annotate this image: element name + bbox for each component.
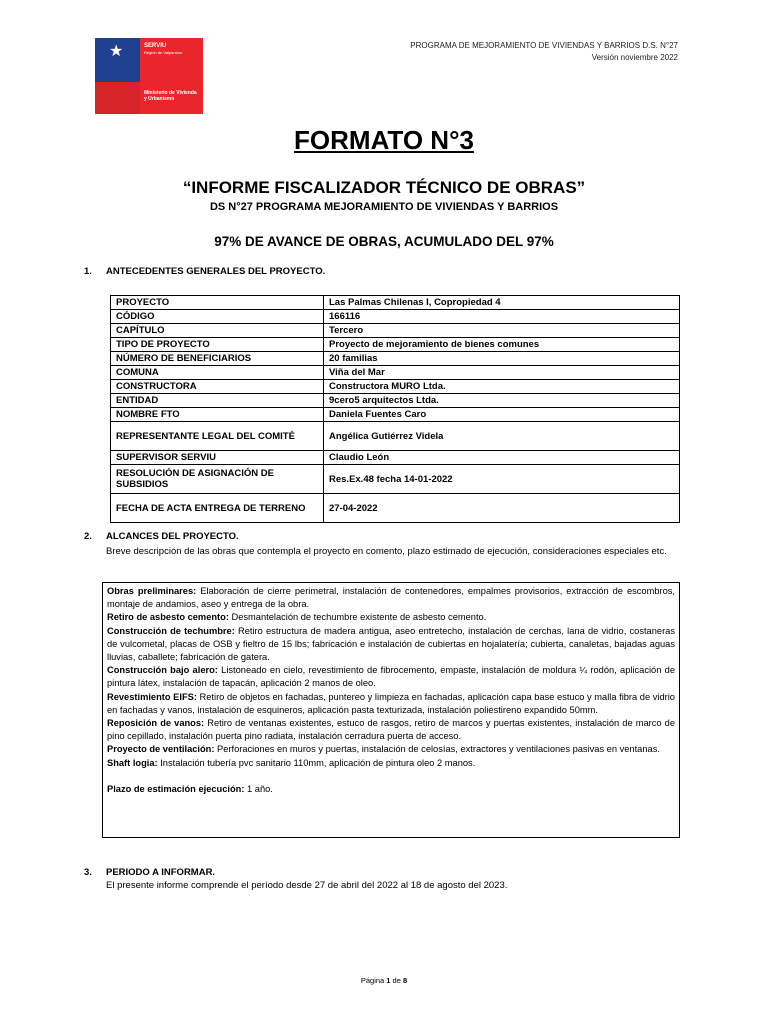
table-row — [111, 296, 680, 310]
works-item — [107, 611, 675, 624]
plazo-paragraph — [107, 783, 675, 796]
document-header — [410, 40, 678, 64]
logo-ministry: Ministerio de Vivienda y Urbanismo — [144, 90, 197, 102]
table-key: NÚMERO DE BENEFICIARIOS — [111, 352, 324, 366]
works-item-text: Perforaciones en muros y puertas, instalación de celosías, extractores y ventilaciones pasivas en ventanas. — [214, 744, 660, 755]
serviu-logo — [95, 38, 203, 114]
works-item-text: Retiro de objetos en fachadas, puntereo y limpieza en fachadas, aplicación capa base estuco y malla fibra de vidrio en fachadas y vanos, instalación de esquineros, aplicación pasta texturizada, instalación poliestireno expandido 50mm. — [107, 691, 675, 715]
works-item-label: Revestimiento EIFS: — [107, 691, 197, 702]
works-box — [102, 582, 680, 838]
period-text: El presente informe comprende el período desde 27 de abril del 2022 al 18 de agosto del 2023. — [106, 880, 508, 891]
section-2-description: Breve descripción de las obras que contempla el proyecto en comento, plazo estimado de ejecución, consideraciones especiales etc. — [106, 546, 667, 557]
page-total: 8 — [402, 976, 408, 985]
table-row — [111, 338, 680, 352]
table-row — [111, 422, 680, 451]
header-program: PROGRAMA DE MEJORAMIENTO DE VIVIENDAS Y BARRIOS D.S. N°27 — [410, 41, 678, 50]
table-value: 27-04-2022 — [324, 494, 680, 523]
table-value: Proyecto de mejoramiento de bienes comunes — [324, 338, 680, 352]
table-key: COMUNA — [111, 366, 324, 380]
report-title: “INFORME FISCALIZADOR TÉCNICO DE OBRAS” — [182, 178, 586, 197]
project-info-table — [110, 295, 680, 523]
works-item-label: Obras preliminares: — [107, 586, 197, 596]
works-item — [107, 743, 675, 756]
table-row — [111, 380, 680, 394]
table-row — [111, 408, 680, 422]
plazo-label: Plazo de estimación ejecución: — [107, 783, 245, 794]
progress-heading: 97% DE AVANCE DE OBRAS, ACUMULADO DEL 97% — [214, 234, 554, 249]
table-row — [111, 366, 680, 380]
table-row — [111, 494, 680, 523]
program-subtitle: DS N°27 PROGRAMA MEJORAMIENTO DE VIVIENDAS Y BARRIOS — [209, 201, 559, 213]
works-item — [107, 664, 675, 690]
table-row — [111, 394, 680, 408]
works-item-text: Retiro estructura de madera antigua, aseo entretecho, instalación de cerchas, lana de vidrio, costaneras de vulcometal, placas de OSB y fieltro de 15 lbs; fabricación e instalación de cubiertas en hojalatería; cubierta, canaletas, bajadas aguas lluvias, caballete; fabricación de gatera. — [107, 625, 675, 663]
works-item — [107, 585, 675, 611]
section-heading-1: 1. ANTECEDENTES GENERALES DEL PROYECTO. — [84, 266, 326, 277]
page-footer: Página 1 de 8 — [360, 976, 408, 985]
table-row — [111, 451, 680, 465]
works-item-label: Retiro de asbesto cemento: — [107, 612, 229, 623]
works-item-label: Shaft logia: — [107, 757, 158, 768]
table-value: Angélica Gutiérrez Videla — [324, 422, 680, 451]
table-key: CÓDIGO — [111, 310, 324, 324]
header-version: Versión noviembre 2022 — [591, 53, 678, 62]
table-value: Claudio León — [324, 451, 680, 465]
works-item-label: Proyecto de ventilación: — [107, 744, 215, 755]
table-key: TIPO DE PROYECTO — [111, 338, 324, 352]
works-item-text: Desmantelación de techumbre existente de asbesto cemento. — [228, 612, 487, 623]
plazo-text: 1 año. — [244, 783, 273, 794]
works-item-text: Retiro de ventanas existentes, estuco de rasgos, retiro de marcos y puertas existentes, instalación de marco de pino cepillado, instalación puerta pino radiata, instalación cerradura puerta de acceso. — [107, 718, 675, 742]
works-list — [107, 585, 675, 770]
section-heading-2: 2. ALCANCES DEL PROYECTO. — [84, 531, 239, 542]
table-key: CONSTRUCTORA — [111, 380, 324, 394]
works-item-label: Construcción bajo alero: — [107, 665, 218, 676]
works-item — [107, 757, 675, 770]
works-item — [107, 717, 675, 743]
table-value: Res.Ex.48 fecha 14-01-2022 — [324, 465, 680, 494]
table-key: REPRESENTANTE LEGAL DEL COMITÉ — [111, 422, 324, 451]
works-item — [107, 625, 675, 665]
table-value: Las Palmas Chilenas I, Copropiedad 4 — [324, 296, 680, 310]
table-key: NOMBRE FTO — [111, 408, 324, 422]
section-heading-3: 3. PERIODO A INFORMAR. — [84, 867, 216, 878]
works-item-label: Construcción de techumbre: — [107, 625, 235, 636]
works-item-text: Elaboración de cierre perimetral, instalación de contenedores, empalmes provisorios, extracción de escombros, montaje de andamios, aseo y entrega de la obra. — [107, 586, 675, 610]
table-row — [111, 310, 680, 324]
table-value: Viña del Mar — [324, 366, 680, 380]
works-item-label: Reposición de vanos: — [107, 718, 205, 729]
table-value: Tercero — [324, 324, 680, 338]
table-value: Daniela Fuentes Caro — [324, 408, 680, 422]
table-value: 20 familias — [324, 352, 680, 366]
table-key: PROYECTO — [111, 296, 324, 310]
table-row — [111, 324, 680, 338]
table-value: Constructora MURO Ltda. — [324, 380, 680, 394]
table-value: 9cero5 arquitectos Ltda. — [324, 394, 680, 408]
table-value: 166116 — [324, 310, 680, 324]
logo-brand: SERVIU — [144, 43, 167, 49]
table-row — [111, 352, 680, 366]
logo-region: Región de Valparaíso — [144, 50, 183, 55]
table-key: SUPERVISOR SERVIU — [111, 451, 324, 465]
works-item — [107, 691, 675, 717]
works-item-text: Instalación tubería pvc sanitario 110mm, aplicación de pintura oleo 2 manos. — [157, 757, 476, 768]
table-row — [111, 465, 680, 494]
page-title: FORMATO N°3 — [294, 125, 474, 155]
logo-flag — [95, 38, 140, 114]
table-key: CAPÍTULO — [111, 324, 324, 338]
star-icon: ★ — [109, 43, 124, 60]
table-key: RESOLUCIÓN DE ASIGNACIÓN DE SUBSIDIOS — [111, 465, 324, 494]
page-number: 1 — [386, 976, 391, 985]
works-item-text: Listoneado en cielo, revestimiento de fibrocemento, empaste, instalación de moldura ¼ rodón, aplicación de pintura látex, instalación de tapacán, aplicación 2 manos de oleo. — [107, 665, 675, 689]
table-key: ENTIDAD — [111, 394, 324, 408]
table-key: FECHA DE ACTA ENTREGA DE TERRENO — [111, 494, 324, 523]
